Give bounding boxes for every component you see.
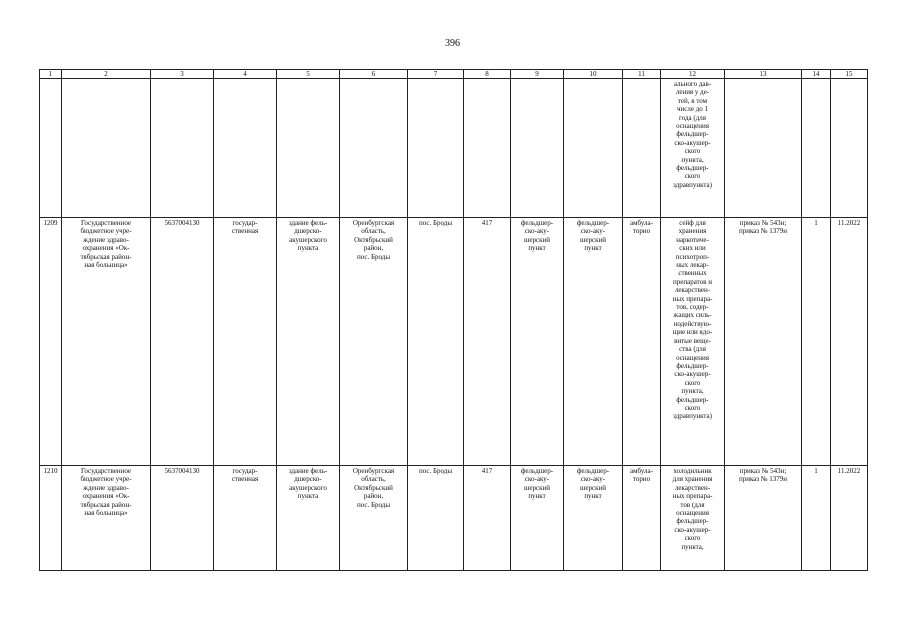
page-number: 396 [445, 38, 460, 49]
column-header: 11 [623, 70, 661, 79]
equipment-name-cell: сейф для хранения наркотиче- ских или психотроп- ных лекар- ственных препаратов и лекарствен- ных препара- тов, содер- жащих силь- нодействую- щие или ядо- витые веще- ства (для оснащения фельдшер- ско-акушер- ского пункта, фельдшер- ского здравпункта) [661, 218, 725, 466]
table-cell [214, 79, 277, 218]
column-header: 4 [214, 70, 277, 79]
date-cell: 11.2022 [831, 466, 868, 571]
organization-cell: Государственное бюджетное учре- ждение здраво- охранения «Ок- тябрьская район- ная больница» [62, 218, 151, 466]
registry-table [39, 69, 868, 571]
column-header: 1 [40, 70, 62, 79]
column-header: 5 [277, 70, 340, 79]
table-cell [408, 79, 464, 218]
table-row [40, 466, 868, 571]
equipment-name-cell: ального дав- ления у де- тей, в том числе до 1 года (для оснащения фельдшер- ско-акушер- ского пункта, фельдшер- ского здравпункта) [661, 79, 725, 218]
quantity-cell: 1 [802, 218, 831, 466]
order-reference-cell: приказ № 543н; приказ № 1379н [725, 466, 802, 571]
column-header: 13 [725, 70, 802, 79]
table-cell [725, 79, 802, 218]
unit-type-cell: фельдшер- ско-аку- шерский пункт [511, 218, 564, 466]
building-cell: здание фель- дшерско- акушерского пункта [277, 218, 340, 466]
inn-cell: 5637004130 [151, 218, 214, 466]
address-cell: Оренбургская область, Октябрьский район, пос. Броды [340, 466, 408, 571]
column-header: 15 [831, 70, 868, 79]
settlement-cell: пос. Броды [408, 466, 464, 571]
building-cell: здание фель- дшерско- акушерского пункта [277, 466, 340, 571]
table-row [40, 218, 868, 466]
date-cell: 11.2022 [831, 218, 868, 466]
column-header: 8 [464, 70, 511, 79]
table-cell [802, 79, 831, 218]
column-header: 14 [802, 70, 831, 79]
row-number-cell: 1209 [40, 218, 62, 466]
table-cell [831, 79, 868, 218]
unit-type-cell: фельдшер- ско-аку- шерский пункт [511, 466, 564, 571]
quantity-cell: 1 [802, 466, 831, 571]
column-header: 2 [62, 70, 151, 79]
table-cell [62, 79, 151, 218]
ownership-cell: государ- ственная [214, 218, 277, 466]
table-cell [40, 79, 62, 218]
table-cell [464, 79, 511, 218]
column-header: 9 [511, 70, 564, 79]
population-cell: 417 [464, 466, 511, 571]
table-cell [340, 79, 408, 218]
organization-cell: Государственное бюджетное учре- ждение здраво- охранения «Ок- тябрьская район- ная больница» [62, 466, 151, 571]
care-form-cell: амбула- торно [623, 218, 661, 466]
table-cell [151, 79, 214, 218]
column-header: 12 [661, 70, 725, 79]
row-number-cell: 1210 [40, 466, 62, 571]
table-cell [564, 79, 623, 218]
table-cell [623, 79, 661, 218]
table-row-continuation [40, 79, 868, 218]
table-cell [511, 79, 564, 218]
column-header: 3 [151, 70, 214, 79]
table-cell [277, 79, 340, 218]
order-reference-cell: приказ № 543н; приказ № 1379н [725, 218, 802, 466]
column-number-row [40, 70, 868, 79]
unit-name-cell: фельдшер- ско-аку- шерский пункт [564, 466, 623, 571]
address-cell: Оренбургская область, Октябрьский район, пос. Броды [340, 218, 408, 466]
column-header: 10 [564, 70, 623, 79]
equipment-name-cell: холодильник для хранения лекарствен- ных препара- тов (для оснащения фельдшер- ско-акушер- ского пункта, [661, 466, 725, 571]
settlement-cell: пос. Броды [408, 218, 464, 466]
ownership-cell: государ- ственная [214, 466, 277, 571]
care-form-cell: амбула- торно [623, 466, 661, 571]
column-header: 6 [340, 70, 408, 79]
column-header: 7 [408, 70, 464, 79]
unit-name-cell: фельдшер- ско-аку- шерский пункт [564, 218, 623, 466]
population-cell: 417 [464, 218, 511, 466]
inn-cell: 5637004130 [151, 466, 214, 571]
